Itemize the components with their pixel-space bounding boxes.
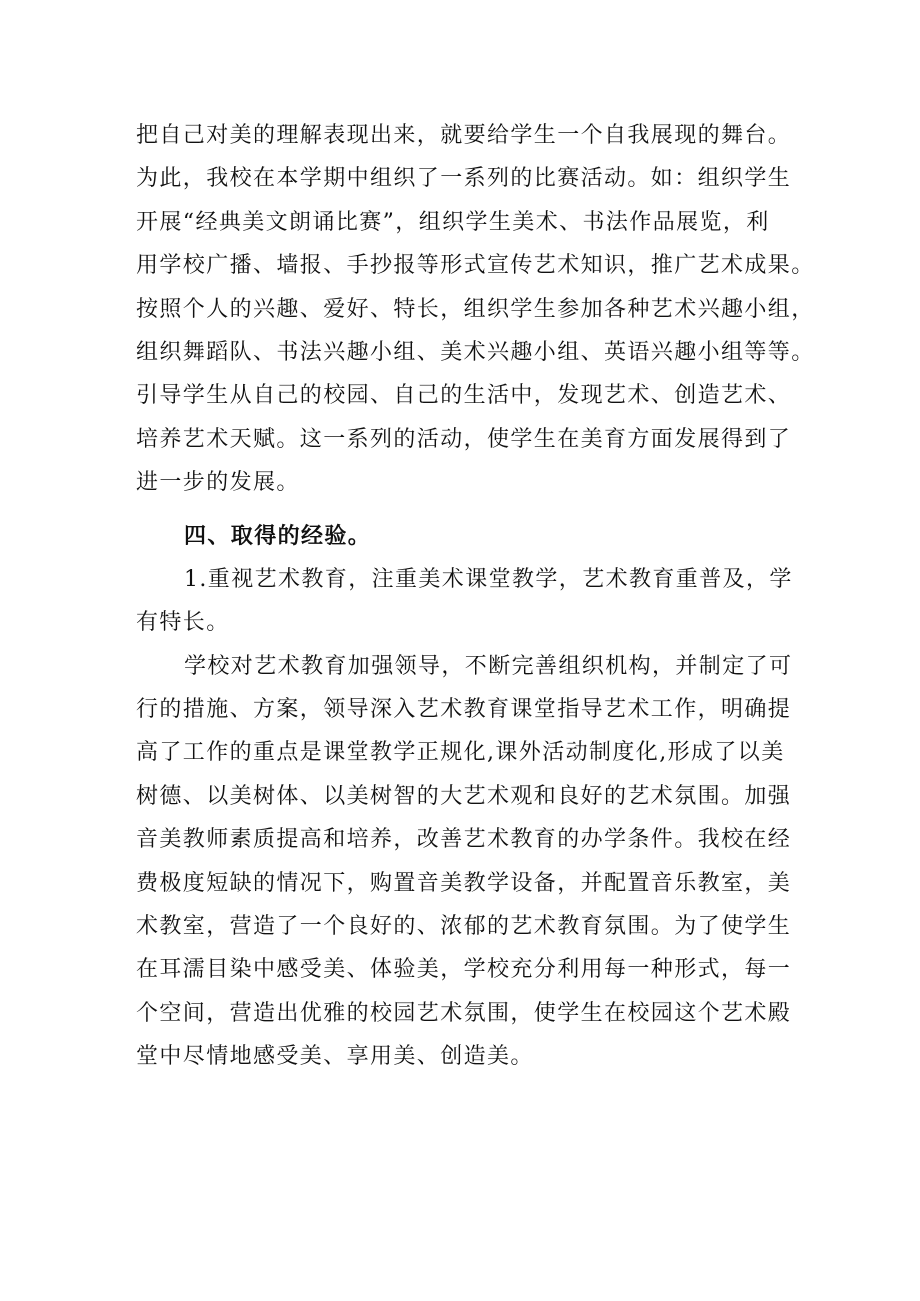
text-line: 进一步的发展。 bbox=[136, 470, 300, 496]
text-line: 培养艺术天赋。这一系列的活动，使学生在美育方面发展得到了 bbox=[136, 426, 792, 452]
text-line: 用学校广播、墙报、手抄报等形式宣传艺术知识，推广艺术成果。 bbox=[136, 253, 815, 279]
text-line: 开展“经典美文朗诵比赛”，组织学生美术、书法作品展览，利 bbox=[136, 209, 770, 235]
text-line: 有特长。 bbox=[136, 610, 230, 636]
text-line: 音美教师素质提高和培养，改善艺术教育的办学条件。我校在经 bbox=[136, 827, 792, 853]
paragraph-school-leadership bbox=[136, 645, 796, 1079]
text-line: 费极度短缺的情况下，购置音美教学设备，并配置音乐教室，美 bbox=[136, 870, 792, 896]
text-line: 组织舞蹈队、书法兴趣小组、美术兴趣小组、英语兴趣小组等等。 bbox=[136, 339, 815, 365]
text-line: 1.重视艺术教育，注重美术课堂教学，艺术教育重普及，学 bbox=[184, 566, 793, 592]
section-heading: 四、取得的经验。 bbox=[184, 522, 372, 549]
text-line: 术教室，营造了一个良好的、浓郁的艺术教育氛围。为了使学生 bbox=[136, 914, 792, 940]
text-line: 高了工作的重点是课堂教学正规化,课外活动制度化,形成了以美 bbox=[136, 740, 785, 766]
paragraph-point-1 bbox=[136, 558, 796, 645]
paragraph-activities bbox=[136, 114, 815, 505]
text-line: 按照个人的兴趣、爱好、特长，组织学生参加各种艺术兴趣小组， bbox=[136, 296, 815, 322]
text-line: 学校对艺术教育加强领导，不断完善组织机构，并制定了可 bbox=[184, 653, 793, 679]
text-line: 在耳濡目染中感受美、体验美，学校充分利用每一种形式，每一 bbox=[136, 957, 792, 983]
text-line: 把自己对美的理解表现出来，就要给学生一个自我展现的舞台。 bbox=[136, 123, 792, 148]
text-line: 引导学生从自己的校园、自己的生活中，发现艺术、创造艺术、 bbox=[136, 383, 792, 409]
text-line: 为此，我校在本学期中组织了一系列的比赛活动。如：组织学生 bbox=[136, 166, 792, 192]
document-body bbox=[136, 114, 815, 1079]
spacer bbox=[136, 505, 796, 515]
text-line: 堂中尽情地感受美、享用美、创造美。 bbox=[136, 1044, 534, 1070]
text-line: 行的措施、方案，领导深入艺术教育课堂指导艺术工作，明确提 bbox=[136, 697, 792, 723]
text-line: 个空间，营造出优雅的校园艺术氛围，使学生在校园这个艺术殿 bbox=[136, 1000, 792, 1026]
text-line: 树德、以美树体、以美树智的大艺术观和良好的艺术氛围。加强 bbox=[136, 783, 792, 809]
